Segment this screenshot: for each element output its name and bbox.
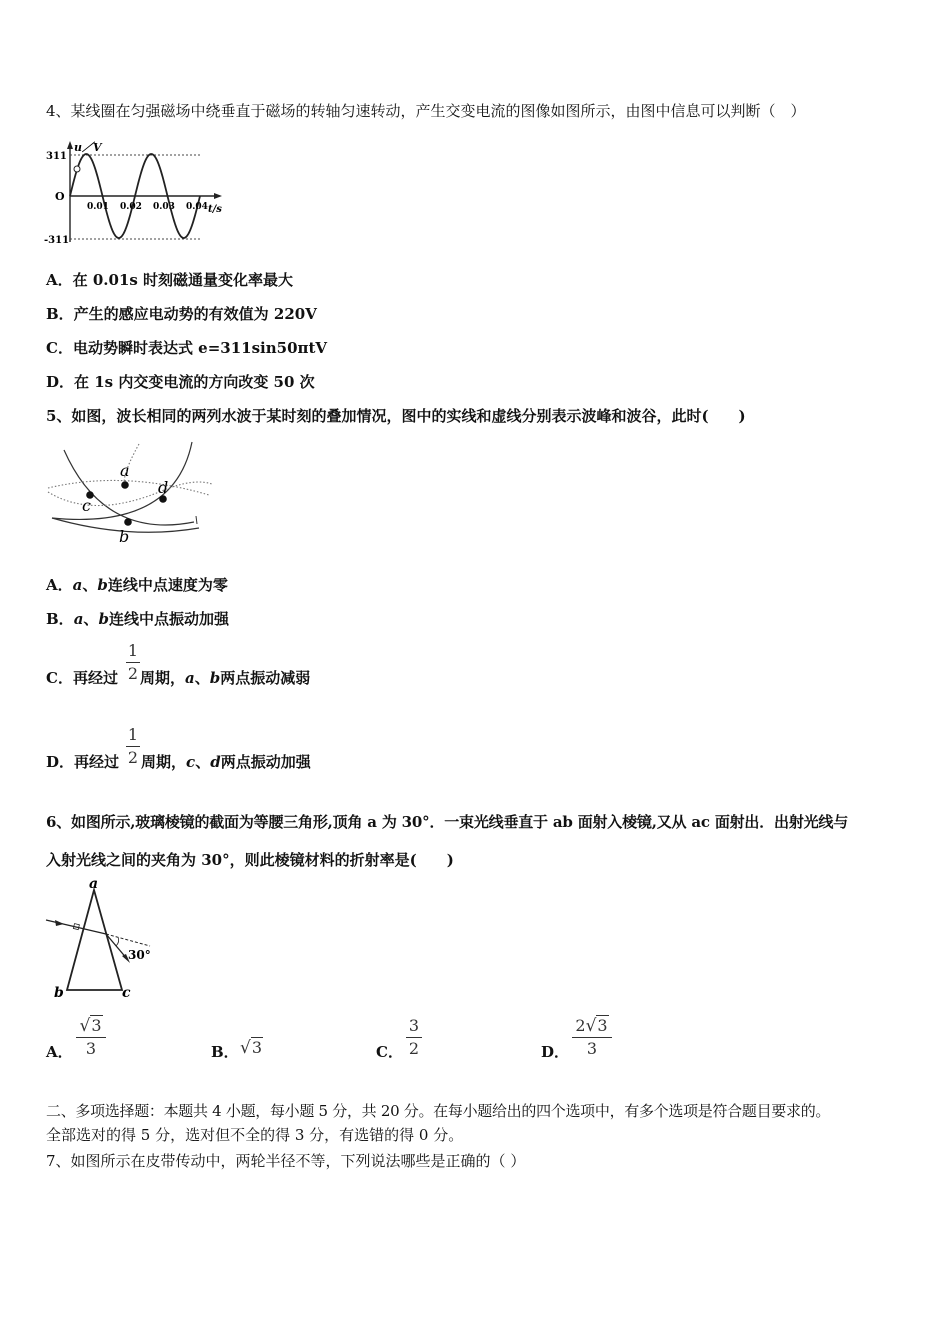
label-c: c [122, 985, 131, 1000]
label-b: b [119, 527, 130, 546]
q6-option-d-label[interactable]: D． [541, 1043, 570, 1061]
q4-option-a[interactable]: A．在 0.01s 时刻磁通量变化率最大 [46, 271, 294, 289]
point-b [124, 518, 132, 526]
q5-option-a[interactable]: A．a、b连线中点速度为零 [46, 576, 228, 594]
q6-option-c-value[interactable]: 3 2 [406, 1016, 422, 1059]
incident-ray [46, 920, 106, 934]
q6-stem-line1: 6、如图所示,玻璃棱镜的截面为等腰三角形,顶角 a 为 30°．一束光线垂直于 ab 面射入棱镜,又从 ac 面射出．出射光线与 [46, 813, 849, 831]
q4-stem: 4、某线圈在匀强磁场中绕垂直于磁场的转轴匀速转动，产生交变电流的图像如图所示，由图中信息可以判断（ ） [46, 102, 806, 120]
x-axis-arrow [214, 193, 222, 199]
incident-ray-arrow [55, 920, 64, 926]
label-d: d [158, 478, 169, 497]
label-a: a [120, 461, 130, 480]
section2-instructions-line2: 全部选对的得 5 分，选对但不全的得 3 分，有选错的得 0 分。 [46, 1126, 464, 1144]
angle-arc [116, 937, 119, 946]
y-tick-bottom: -311 [44, 235, 70, 246]
q6-option-a-label[interactable]: A． [46, 1043, 73, 1061]
x-tick-0.01: 0.01 [87, 202, 109, 212]
label-c: c [82, 496, 91, 515]
q5-option-d[interactable]: D．再经过 周期，c、d两点振动加强 [46, 753, 311, 771]
q6-prism-figure [44, 876, 162, 1000]
q6-option-b-label[interactable]: B． [211, 1043, 239, 1061]
q5-c-fraction: 1 2 [127, 641, 139, 683]
label-a: a [89, 876, 99, 892]
q4-option-d[interactable]: D．在 1s 内交变电流的方向改变 50 次 [46, 373, 315, 391]
q7-stem: 7、如图所示在皮带传动中，两轮半径不等，下列说法哪些是正确的（ ） [46, 1152, 526, 1170]
angle-label: 30° [128, 948, 151, 962]
x-tick-0.02: 0.02 [120, 202, 142, 212]
point-a [121, 481, 129, 489]
q4-option-b[interactable]: B．产生的感应电动势的有效值为 220V [46, 305, 317, 323]
q4-ac-voltage-graph [44, 138, 234, 250]
trough-arc-2 [48, 482, 212, 506]
marker-dot [74, 166, 80, 172]
q6-stem-line2: 入射光线之间的夹角为 30°，则此棱镜材料的折射率是( ) [46, 851, 454, 869]
y-axis-arrow [67, 141, 73, 149]
q5-stem: 5、如图，波长相同的两列水波于某时刻的叠加情况，图中的实线和虚线分别表示波峰和波谷，此时( ) [46, 407, 746, 425]
sqrt-symbol: √3 [585, 1016, 608, 1036]
q6-option-d-value[interactable]: 2√3 3 [572, 1016, 612, 1059]
q6-option-c-label[interactable]: C． [376, 1043, 403, 1061]
x-tick-0.04: 0.04 [186, 202, 208, 212]
incident-extension-line [106, 934, 150, 946]
q5-d-fraction: 1 2 [127, 725, 139, 767]
section2-instructions-line1: 二、多项选择题：本题共 4 小题，每小题 5 分，共 20 分。在每小题给出的四个选项中，有多个选项是符合题目要求的。 [46, 1102, 831, 1120]
q4-option-c[interactable]: C．电动势瞬时表达式 e=311sin50πtV [46, 339, 328, 357]
trough-arc-1 [48, 480, 209, 495]
origin-label: O [55, 190, 65, 203]
x-tick-0.03: 0.03 [153, 202, 175, 212]
q5-option-c[interactable]: C．再经过 周期，a、b两点振动减弱 [46, 669, 311, 687]
sqrt-symbol: √3 [240, 1038, 263, 1058]
q5-wave-interference-figure [44, 440, 216, 548]
y-tick-top: 311 [46, 151, 67, 162]
q6-option-b-value[interactable] [240, 1038, 263, 1058]
sqrt-symbol: √3 [79, 1016, 102, 1036]
q6-option-a-value[interactable]: √3 3 [76, 1016, 106, 1059]
label-b: b [54, 985, 64, 1000]
y-axis-label: u／V [74, 141, 102, 154]
prism-triangle [67, 890, 122, 990]
tick-mark [196, 516, 197, 524]
x-axis-label: t/s [208, 204, 222, 215]
q5-option-b[interactable]: B．a、b连线中点振动加强 [46, 610, 229, 628]
